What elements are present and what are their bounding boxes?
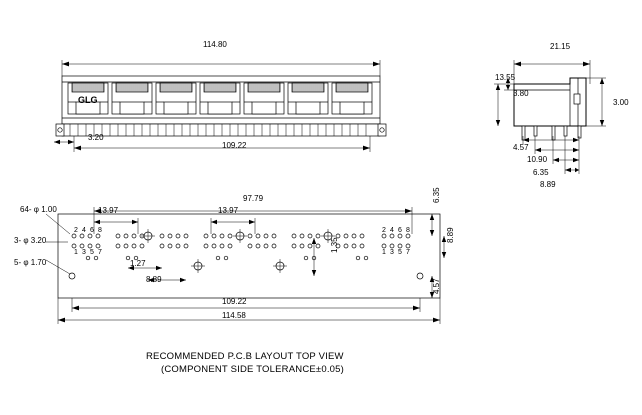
pin-label-2-right: 2 [382, 227, 386, 234]
pin-label-3: 3 [82, 249, 86, 256]
dim-6-35-right: 6.35 [432, 187, 441, 203]
caption-line-2: (COMPONENT SIDE TOLERANCE±0.05) [161, 364, 344, 375]
pin-label-6: 6 [90, 227, 94, 234]
pin-label-1: 1 [74, 249, 78, 256]
pin-label-4: 4 [82, 227, 86, 234]
note-5-holes: 5- φ 1.70 [14, 258, 47, 267]
pin-label-8-right: 8 [406, 227, 410, 234]
dim-depth-21-15: 21.15 [550, 42, 571, 51]
note-64-holes: 64- φ 1.00 [20, 205, 57, 214]
dim-left-offset-3-20: 3.20 [88, 133, 104, 142]
dim-pitch-13-97-left: 13.97 [98, 206, 119, 215]
dim-pitch-1-27: 1.27 [130, 259, 146, 268]
dim-overall-width-114-80: 114.80 [203, 40, 227, 49]
dim-span-114-58: 114.58 [222, 311, 246, 320]
pin-label-4-right: 4 [390, 227, 394, 234]
dim-span-109-22: 109.22 [222, 297, 247, 306]
pin-label-2: 2 [74, 227, 78, 234]
pin-label-5: 5 [90, 249, 94, 256]
pin-label-7: 7 [98, 249, 102, 256]
dim-8-89-left: 8.89 [146, 275, 162, 284]
pin-label-3-right: 3 [390, 249, 394, 256]
pin-label-7-right: 7 [406, 249, 410, 256]
dim-8-89-right: 8.89 [446, 227, 455, 243]
dim-1-35: 1.35 [330, 237, 339, 253]
pin-label-8: 8 [98, 227, 102, 234]
brand-logo-glg: GLG [78, 95, 98, 105]
dim-pitch-13-97-right: 13.97 [218, 206, 239, 215]
dim-inner-width-109-22: 109.22 [222, 141, 247, 150]
dim-height-step-3-80: 3.80 [513, 89, 529, 98]
dim-bottom-4-57: 4.57 [513, 143, 529, 152]
dim-bottom-8-89: 8.89 [540, 180, 556, 189]
dim-4-57-right: 4.57 [432, 278, 441, 294]
pin-label-1-right: 1 [382, 249, 386, 256]
dim-bottom-6-35: 6.35 [533, 168, 549, 177]
dim-bottom-10-90: 10.90 [527, 155, 548, 164]
pin-label-6-right: 6 [398, 227, 402, 234]
side-view-graphic [478, 38, 633, 188]
pin-label-5-right: 5 [398, 249, 402, 256]
caption-line-1: RECOMMENDED P.C.B LAYOUT TOP VIEW [146, 351, 344, 362]
note-3-holes: 3- φ 3.20 [14, 236, 47, 245]
dim-right-height-3-00: 3.00 [613, 98, 629, 107]
dim-span-97-79: 97.79 [243, 194, 264, 203]
dim-height-13-55: 13.55 [495, 73, 516, 82]
